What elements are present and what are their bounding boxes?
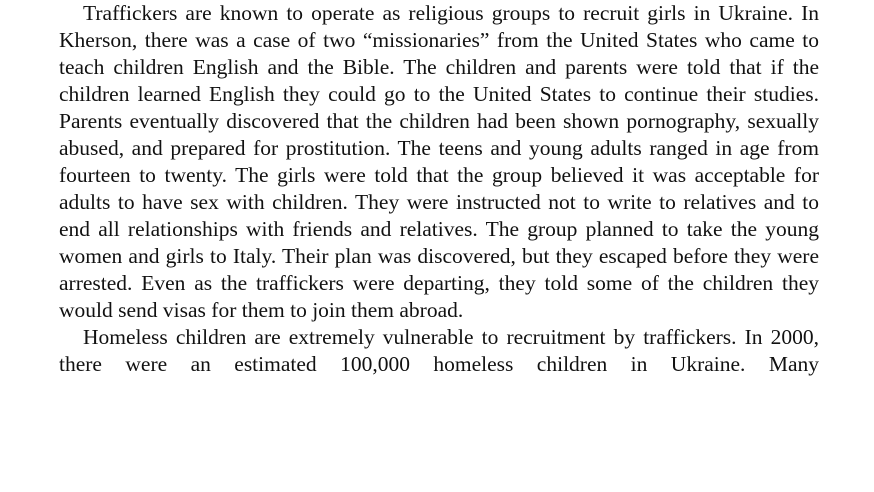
paragraph-homeless-children: Homeless children are extremely vulnerable to recruitment by traffickers. In 2000, there were an estimated 100,000 homeless children in Ukraine. Many [59, 325, 819, 376]
paragraph-religious-groups: Traffickers are known to operate as religious groups to recruit girls in Ukraine. In Kherson, there was a case of two “missionaries” from the United States who came to teach children English and the Bible. The children and parents were told that if the children learned English they could go to the United States to continue their studies. Parents eventually discovered that the children had been shown pornography, sexually abused, and prepared for prostitution. The teens and young adults ranged in age from fourteen to twenty. The girls were told that the group believed it was acceptable for adults to have sex with children. They were instructed not to write to relatives and to end all relationships with friends and relatives. The group planned to take the young women and girls to Italy. Their plan was discovered, but they escaped before they were arrested. Even as the traffickers were departing, they told some of the children they would send visas for them to join them abroad. [59, 1, 819, 322]
document-page [59, 0, 819, 378]
